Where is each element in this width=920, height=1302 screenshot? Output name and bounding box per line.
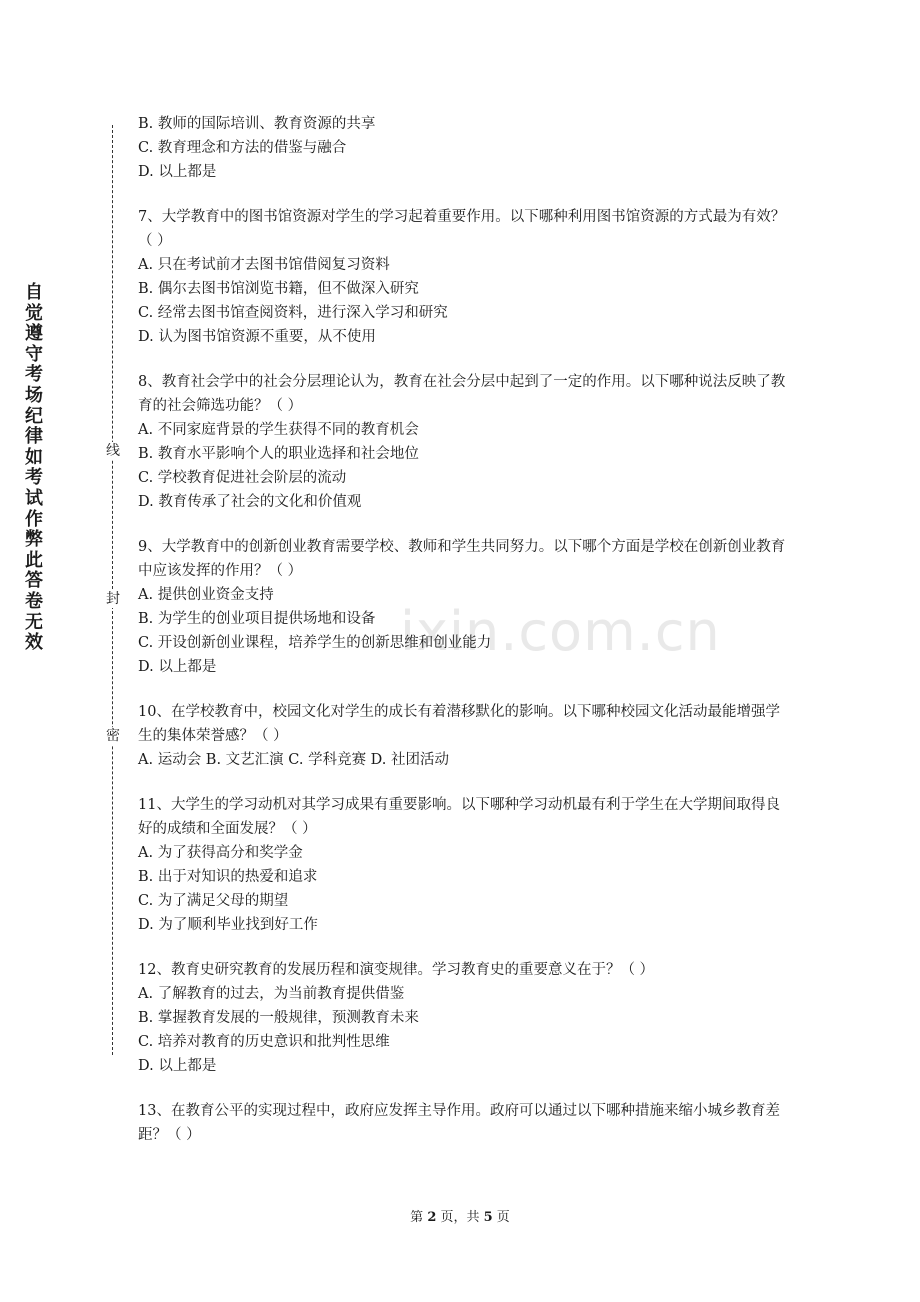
page-footer — [0, 1206, 920, 1225]
option: B. 为学生的创业项目提供场地和设备 — [138, 611, 376, 627]
option: A. 提供创业资金支持 — [138, 587, 274, 603]
binding-label-seal: 封 — [106, 591, 120, 607]
question-stem: 12、教育史研究教育的发展历程和演变规律。学习教育史的重要意义在于？（ ） — [138, 962, 655, 978]
footer-middle: 页，共 — [436, 1210, 484, 1225]
footer-suffix: 页 — [492, 1210, 510, 1225]
binding-label-secret: 密 — [106, 728, 120, 744]
option: D. 为了顺利毕业找到好工作 — [138, 917, 318, 933]
option: B. 教师的国际培训、教育资源的共享 — [138, 116, 376, 132]
binding-label-line: 线 — [106, 443, 120, 459]
question-10 — [138, 700, 786, 772]
option: A. 只在考试前才去图书馆借阅复习资料 — [138, 257, 390, 273]
question-12 — [138, 958, 786, 1078]
option: C. 为了满足父母的期望 — [138, 893, 289, 909]
option: C. 开设创新创业课程，培养学生的创新思维和创业能力 — [138, 635, 492, 651]
question-stem: 10、在学校教育中，校园文化对学生的成长有着潜移默化的影响。以下哪种校园文化活动最能增强学生的集体荣誉感？（ ） — [138, 704, 780, 744]
question-stem: 13、在教育公平的实现过程中，政府应发挥主导作用。政府可以通过以下哪种措施来缩小城乡教育差距？（ ） — [138, 1103, 780, 1143]
question-7 — [138, 205, 786, 349]
carryover-options — [138, 112, 786, 184]
question-stem: 8、教育社会学中的社会分层理论认为，教育在社会分层中起到了一定的作用。以下哪种说法反映了教育的社会筛选功能？（ ） — [138, 374, 786, 414]
question-stem: 7、大学教育中的图书馆资源对学生的学习起着重要作用。以下哪种利用图书馆资源的方式最为有效？（ ） — [138, 209, 786, 249]
option: B. 偶尔去图书馆浏览书籍，但不做深入研究 — [138, 281, 419, 297]
option: D. 教育传承了社会的文化和价值观 — [138, 494, 362, 510]
total-pages-number: 5 — [483, 1210, 493, 1225]
option: D. 以上都是 — [138, 659, 217, 675]
option: A. 了解教育的过去，为当前教育提供借鉴 — [138, 986, 405, 1002]
option: C. 教育理念和方法的借鉴与融合 — [138, 140, 347, 156]
option: D. 以上都是 — [138, 1058, 217, 1074]
exam-discipline-notice: 自觉遵守考场纪律如考试作弊此答卷无效 — [25, 282, 43, 654]
current-page-number: 2 — [427, 1210, 437, 1225]
option: A. 不同家庭背景的学生获得不同的教育机会 — [138, 422, 419, 438]
question-8 — [138, 370, 786, 514]
question-list — [138, 112, 786, 1147]
option: D. 认为图书馆资源不重要，从不使用 — [138, 329, 376, 345]
option: C. 培养对教育的历史意识和批判性思维 — [138, 1034, 390, 1050]
option: C. 经常去图书馆查阅资料，进行深入学习和研究 — [138, 305, 448, 321]
option: D. 以上都是 — [138, 164, 217, 180]
option-row: A. 运动会 B. 文艺汇演 C. 学科竞赛 D. 社团活动 — [138, 752, 450, 768]
watermark: ixin.com.cn — [400, 600, 721, 663]
option: B. 出于对知识的热爱和追求 — [138, 869, 318, 885]
option: B. 教育水平影响个人的职业选择和社会地位 — [138, 446, 419, 462]
question-stem: 11、大学生的学习动机对其学习成果有重要影响。以下哪种学习动机最有利于学生在大学期间取得良好的成绩和全面发展？（ ） — [138, 797, 780, 837]
footer-prefix: 第 — [410, 1210, 428, 1225]
question-9 — [138, 535, 786, 679]
option: A. 为了获得高分和奖学金 — [138, 845, 303, 861]
option: B. 掌握教育发展的一般规律，预测教育未来 — [138, 1010, 419, 1026]
question-stem: 9、大学教育中的创新创业教育需要学校、教师和学生共同努力。以下哪个方面是学校在创新创业教育中应该发挥的作用？（ ） — [138, 539, 786, 579]
question-13 — [138, 1099, 786, 1147]
option: C. 学校教育促进社会阶层的流动 — [138, 470, 347, 486]
question-11 — [138, 793, 786, 937]
